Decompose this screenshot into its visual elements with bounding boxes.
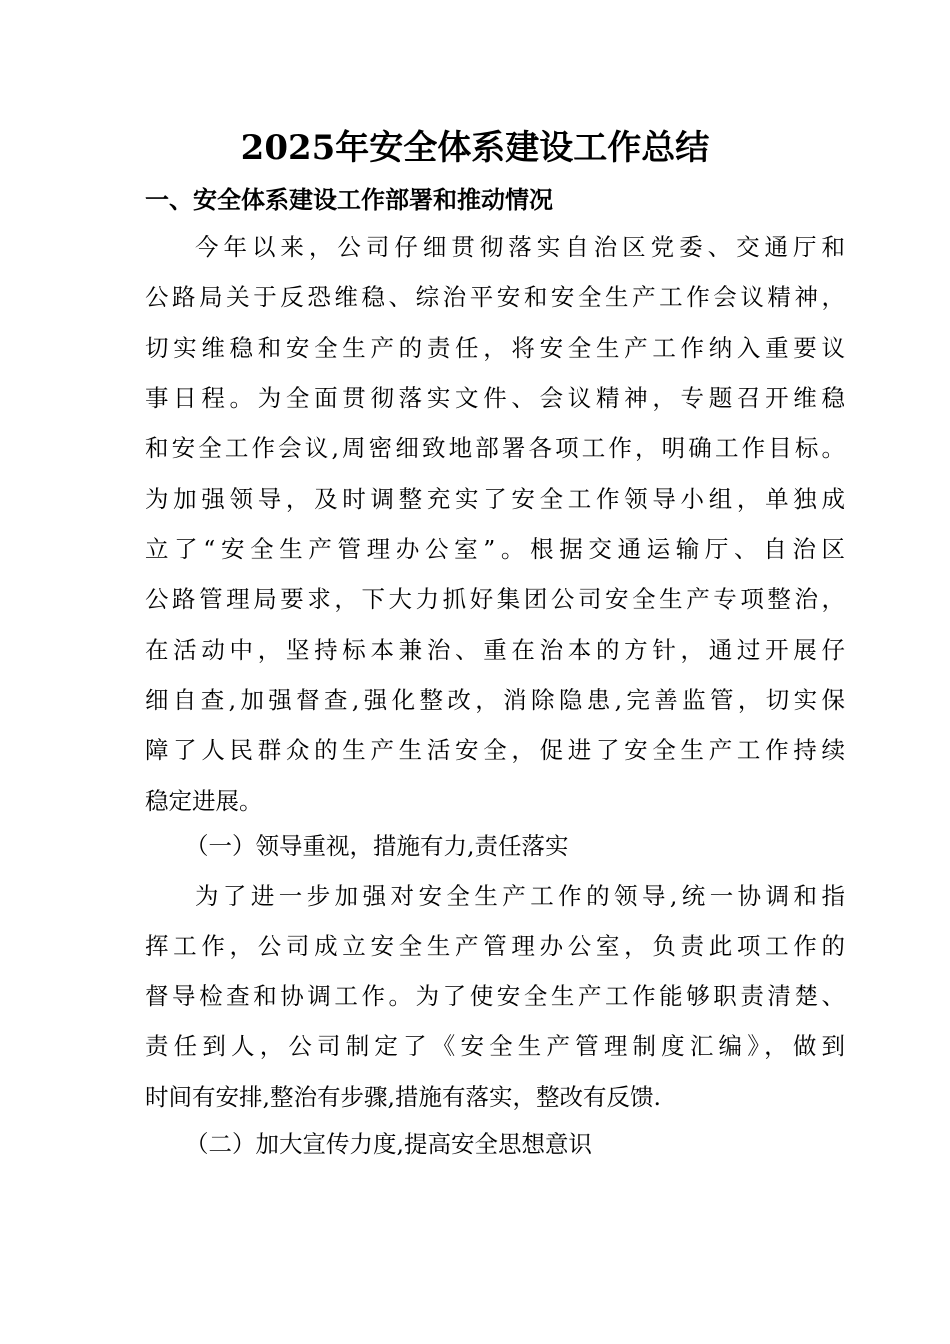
paragraph-line: 为了进一步加强对安全生产工作的领导,统一协调和指 (195, 882, 845, 910)
paragraph-line: 障了人民群众的生产生活安全，促进了安全生产工作持续 (145, 736, 845, 764)
paragraph-line: 和安全工作会议,周密细致地部署各项工作，明确工作目标。 (145, 434, 845, 462)
paragraph-line: 今年以来，公司仔细贯彻落实自治区党委、交通厅和 (195, 233, 845, 261)
paragraph-line: 事日程。为全面贯彻落实文件、会议精神，专题召开维稳 (145, 384, 845, 412)
paragraph-line: 稳定进展。 (145, 787, 263, 815)
paragraph-line: 时间有安排,整治有步骤,措施有落实，整改有反馈. (145, 1083, 661, 1111)
paragraph-line: 督导检查和协调工作。为了使安全生产工作能够职责清楚、 (145, 982, 845, 1010)
paragraph-line: 挥工作，公司成立安全生产管理办公室，负责此项工作的 (145, 932, 845, 960)
paragraph-line: 责任到人，公司制定了《安全生产管理制度汇编》，做到 (145, 1032, 845, 1060)
section-heading: 一、安全体系建设工作部署和推动情况 (145, 185, 553, 214)
paragraph-line: 公路管理局要求，下大力抓好集团公司安全生产专项整治， (145, 585, 845, 613)
paragraph-line: 立了“安全生产管理办公室”。根据交通运输厅、自治区 (145, 535, 845, 563)
paragraph-line: 公路局关于反恐维稳、综治平安和安全生产工作会议精神， (145, 283, 845, 311)
paragraph-line: 切实维稳和安全生产的责任，将安全生产工作纳入重要议 (145, 334, 845, 362)
paragraph-line: 在活动中，坚持标本兼治、重在治本的方针，通过开展仔 (145, 636, 845, 664)
subheading-1: （一）领导重视，措施有力,责任落实 (185, 832, 569, 860)
paragraph-line: 为加强领导，及时调整充实了安全工作领导小组，单独成 (145, 485, 845, 513)
document-title: 2025年安全体系建设工作总结 (240, 128, 710, 168)
paragraph-line: 细自查,加强督查,强化整改，消除隐患,完善监管，切实保 (145, 686, 845, 714)
subheading-2: （二）加大宣传力度,提高安全思想意识 (185, 1130, 592, 1158)
